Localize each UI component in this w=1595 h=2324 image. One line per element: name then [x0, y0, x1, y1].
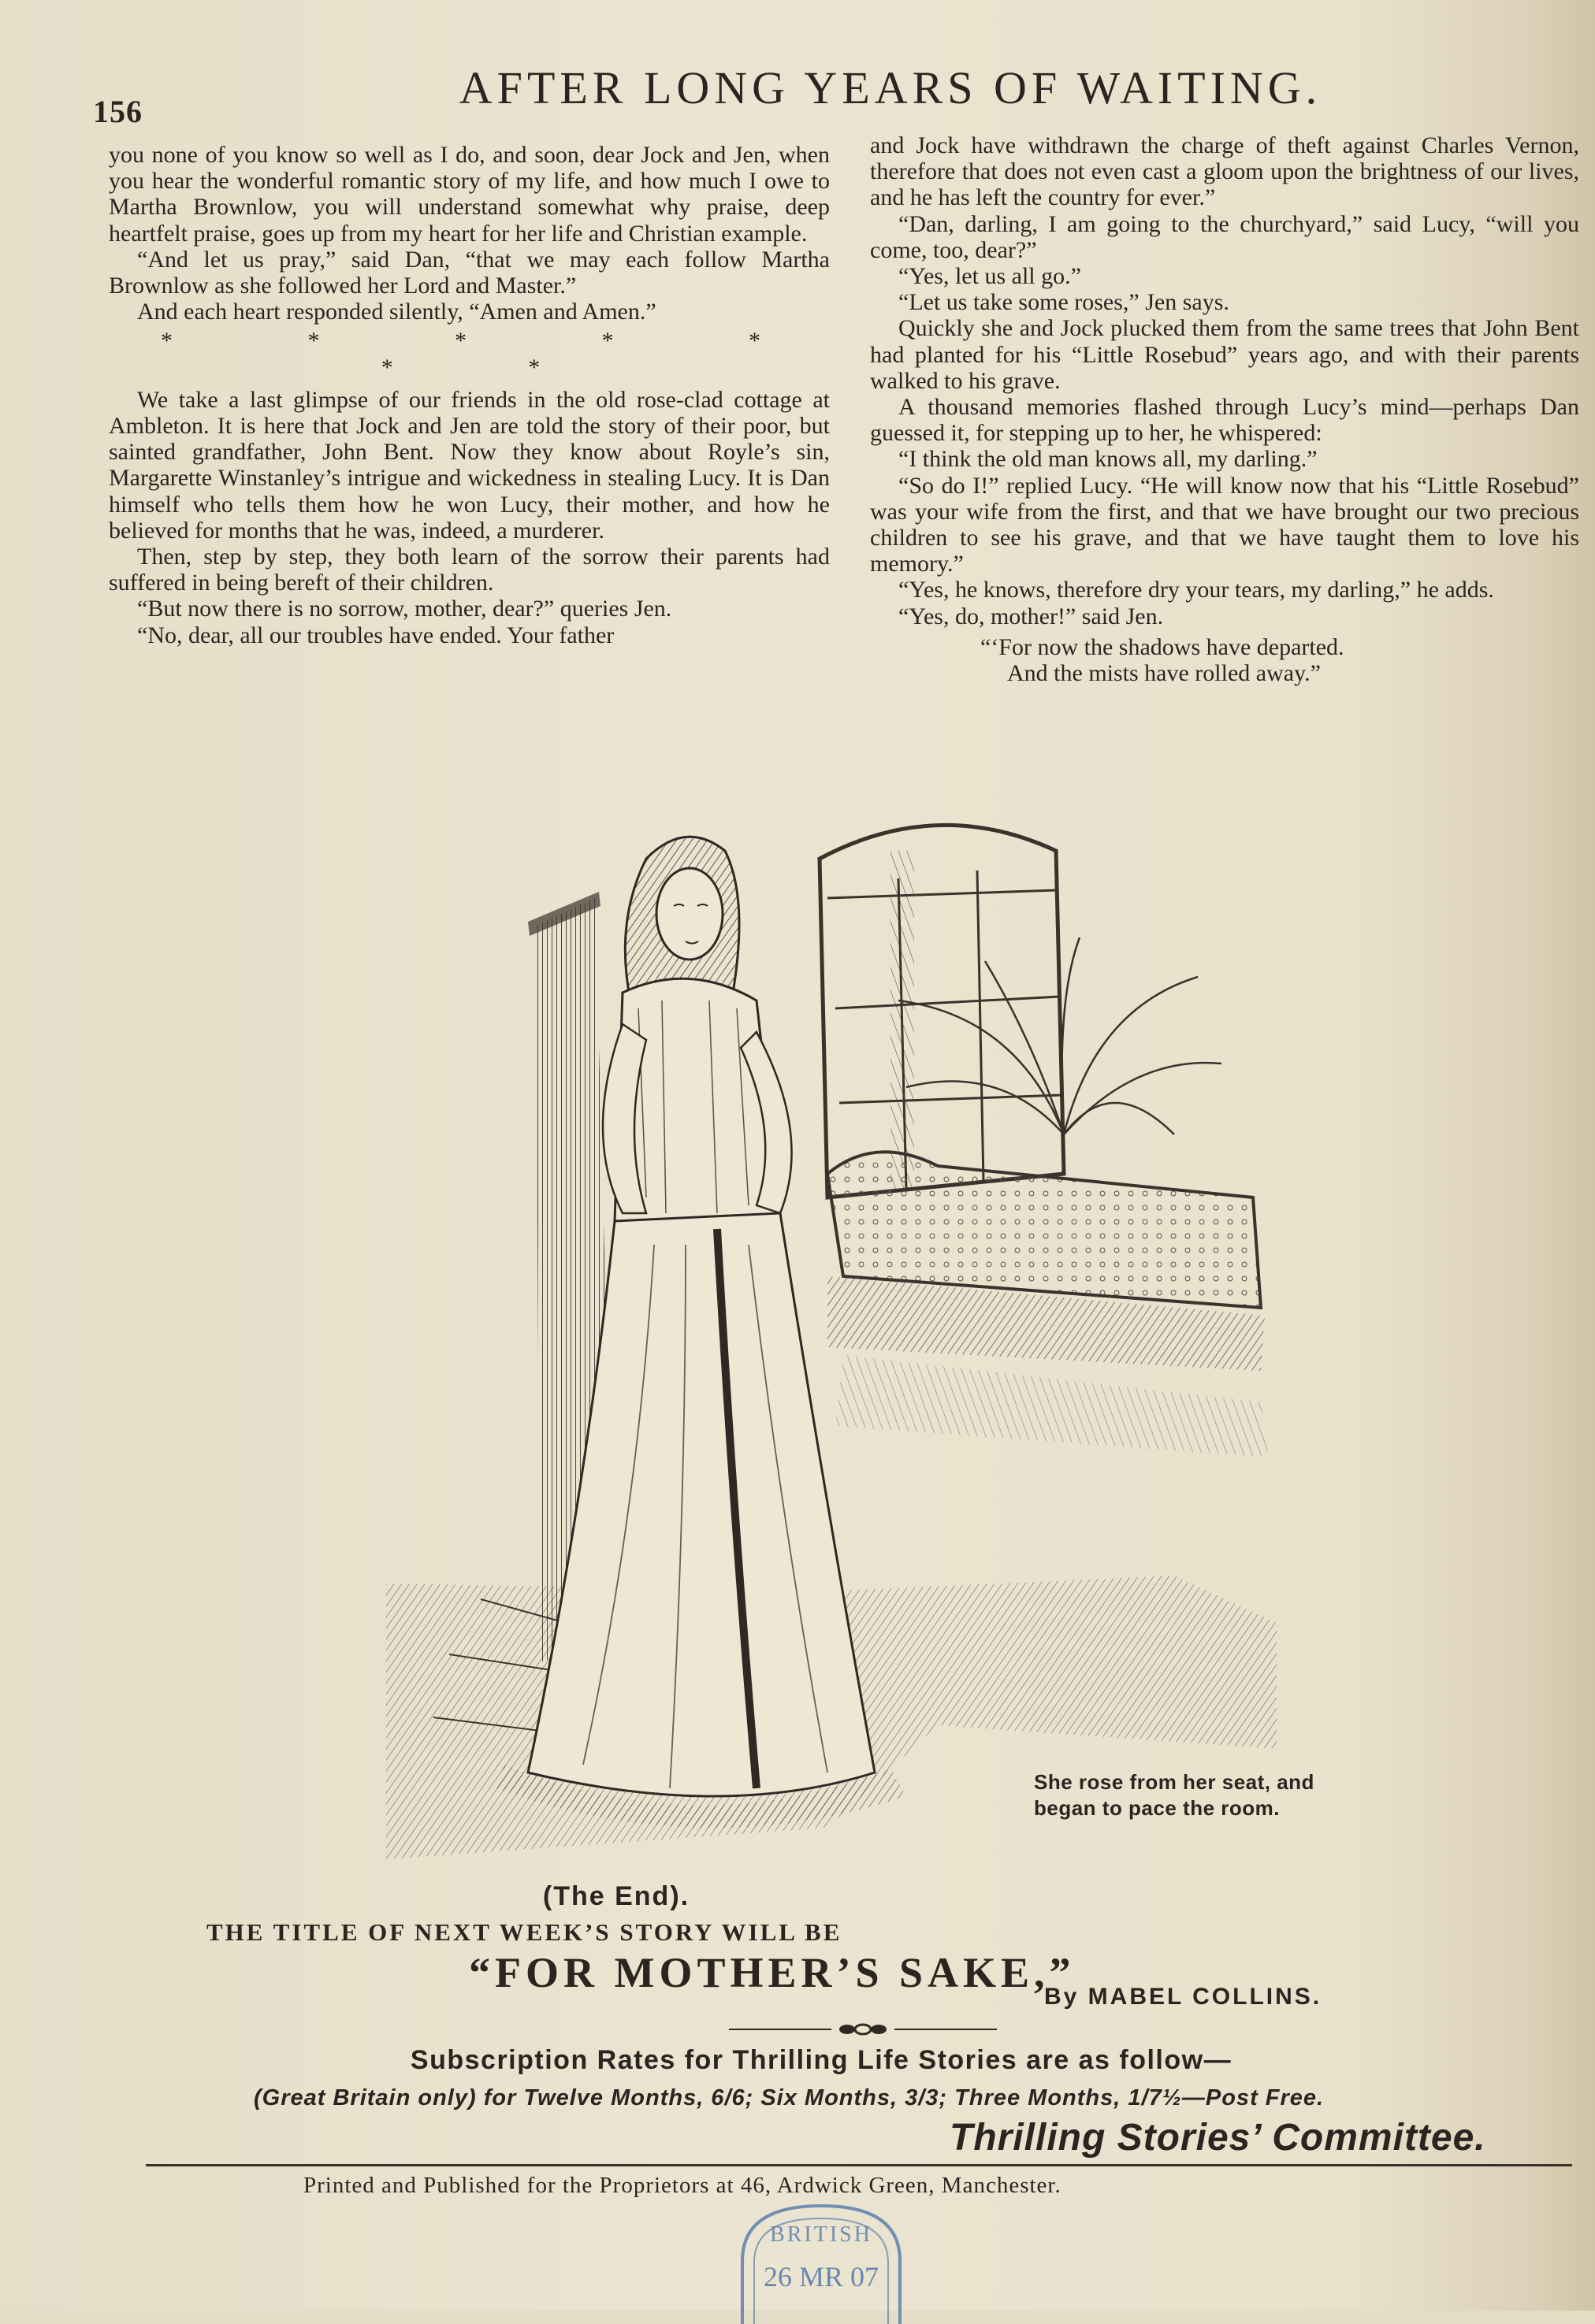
author-byline: By MABEL COLLINS. — [1044, 1984, 1322, 2010]
paragraph: “No, dear, all our troubles have ended. Your father — [137, 622, 615, 648]
stamp-top-text: BRITISH — [770, 2222, 872, 2247]
footer-rule — [146, 2164, 1572, 2166]
printer-imprint: Printed and Published for the Proprietors at 46, Ardwick Green, Manchester. — [303, 2173, 1061, 2198]
paragraph: “I think the old man knows all, my darling.” — [898, 446, 1318, 473]
page-number: 156 — [93, 94, 143, 129]
verse — [980, 634, 1579, 686]
paragraph: “But now there is no sorrow, mother, dear?” queries Jen. — [137, 596, 672, 622]
verse-line: “‘For now the shadows have departed. — [980, 633, 1344, 660]
paragraph: “And let us pray,” said Dan, “that we may each follow Martha Brownlow as she followed her Lord and Master.” — [109, 246, 830, 299]
next-story-title: “FOR MOTHER’S SAKE,” — [469, 1949, 1076, 1996]
left-column — [109, 142, 830, 648]
committee-signature: Thrilling Stories’ Committee. — [950, 2117, 1486, 2159]
paragraph: Then, step by step, they both learn of the sorrow their parents had suffered in being bereft of their children. — [109, 544, 830, 596]
paragraph: Quickly she and Jock plucked them from the same trees that John Bent had planted for his “Little Rosebud” years ago, and with their parents walked to his grave. — [870, 315, 1579, 394]
paragraph: “Yes, let us all go.” — [898, 263, 1081, 290]
library-stamp — [727, 2198, 916, 2324]
paragraph: And each heart responded silently, “Amen and Amen.” — [137, 299, 656, 325]
paragraph: “Yes, he knows, therefore dry your tears, my darling,” he adds. — [898, 577, 1494, 603]
paragraph: and Jock have withdrawn the charge of theft against Charles Vernon, therefore that does not even cast a gloom upon the brightness of our lives, and he has left the country for ever.” — [870, 132, 1579, 211]
paragraph: you none of you know so well as I do, and soon, dear Jock and Jen, when you hear the wonderful romantic story of my life, and how much I owe to Martha Brownlow, you will understand somewhat why praise, deep heartfelt praise, goes up from my heart for her life and Christian example. — [109, 142, 830, 247]
verse-line: And the mists have rolled away.” — [1007, 660, 1321, 687]
paragraph: “Let us take some roses,” Jen says. — [898, 289, 1229, 316]
paragraph: “Yes, do, mother!” said Jen. — [898, 603, 1164, 629]
paragraph: A thousand memories flashed through Lucy’s mind—perhaps Dan guessed it, for stepping up to her, he whispered: — [870, 394, 1579, 447]
stamp-date: 26 MR 07 — [763, 2261, 879, 2292]
paragraph: We take a last glimpse of our friends in the old rose-clad cottage at Ambleton. It is here that Jock and Jen are told the story of their poor, but sainted grandfather, John Bent. Now they know about Royle’s sin, Margarette Winstanley’s intrigue and wickedness in stealing Lucy. It is Dan himself who tells them how he won Lucy, their mother, and how he believed for months that he was, indeed, a murderer. — [109, 386, 830, 544]
paragraph: “So do I!” replied Lucy. “He will know now that his “Little Rosebud” was your wife from the first, and that we have brought our two precious children to see his grave, and that we have taught them to love his memory.” — [870, 472, 1579, 577]
paragraph: “Dan, darling, I am going to the churchyard,” said Lucy, “will you come, too, dear?” — [870, 210, 1579, 263]
subscription-rates: (Great Britain only) for Twelve Months, 6/6; Six Months, 3/3; Three Months, 1/7½—Post Free. — [254, 2085, 1325, 2111]
ornament-divider — [729, 2021, 997, 2037]
illustration-caption: She rose from her seat, and began to pace the room. — [1034, 1770, 1314, 1820]
running-title: AFTER LONG YEARS OF WAITING. — [459, 62, 1322, 113]
next-week-label: THE TITLE OF NEXT WEEK’S STORY WILL BE — [206, 1918, 842, 1946]
illustration-woman-in-room — [386, 804, 1285, 1863]
section-break-stars: * * * * * * * — [161, 328, 825, 381]
the-end: (The End). — [542, 1881, 690, 1911]
subscription-heading: Subscription Rates for Thrilling Life Stories are as follow— — [410, 2045, 1232, 2075]
right-column — [870, 132, 1579, 686]
